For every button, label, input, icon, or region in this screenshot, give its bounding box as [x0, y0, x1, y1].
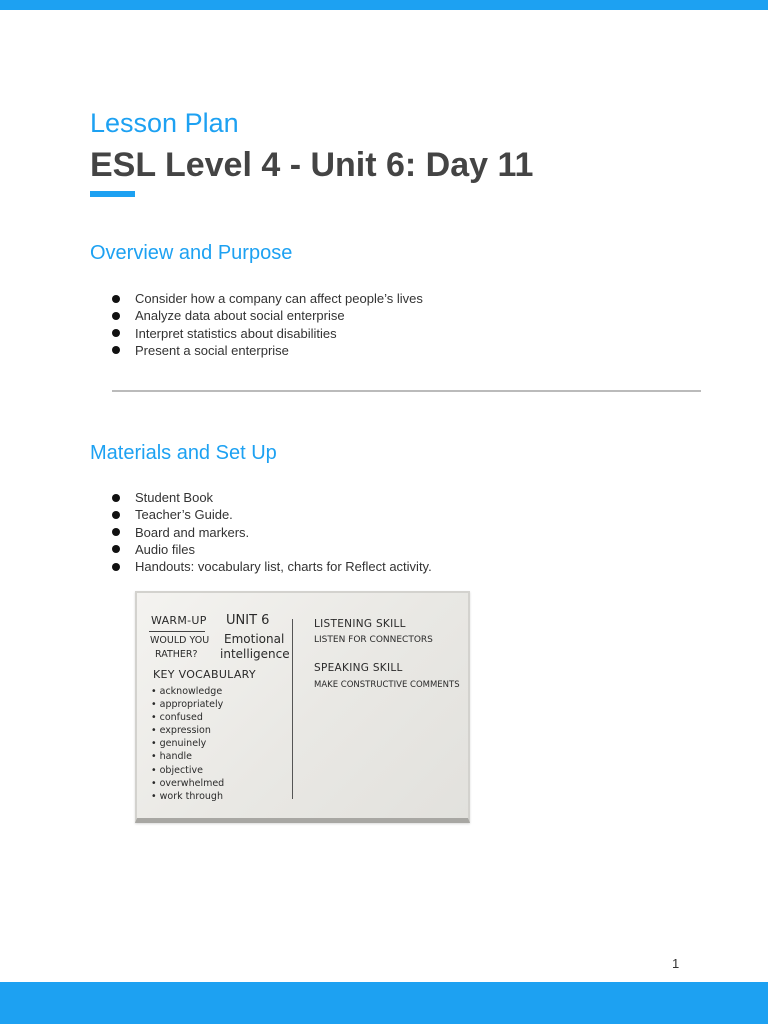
document-title: ESL Level 4 - Unit 6: Day 11 — [90, 146, 534, 184]
whiteboard-rather: RATHER? — [155, 649, 198, 660]
whiteboard-image — [135, 591, 470, 823]
bullet-icon — [112, 329, 120, 337]
bullet-icon — [112, 511, 120, 519]
bullet-icon — [112, 312, 120, 320]
whiteboard-speaking-text: MAKE CONSTRUCTIVE COMMENTS — [314, 680, 460, 690]
document-subtitle: Lesson Plan — [90, 108, 239, 138]
vocab-item: • handle — [151, 751, 193, 763]
top-accent-bar — [0, 0, 768, 10]
whiteboard-listening-text: LISTEN FOR CONNECTORS — [314, 635, 433, 645]
bullet-icon — [112, 545, 120, 553]
whiteboard-listening-skill: LISTENING SKILL — [314, 618, 406, 630]
whiteboard-topic-line2: intelligence — [220, 647, 290, 661]
bullet-icon — [112, 563, 120, 571]
whiteboard-topic-line1: Emotional — [224, 632, 285, 646]
whiteboard-warm-up: WARM-UP — [151, 614, 207, 627]
bullet-icon — [112, 528, 120, 536]
list-item: Handouts: vocabulary list, charts for Reflect activity. — [108, 558, 432, 575]
list-item: Audio files — [108, 541, 432, 558]
page-number: 1 — [672, 956, 680, 971]
list-item: Interpret statistics about disabilities — [108, 325, 423, 342]
vocab-item: • appropriately — [151, 699, 224, 711]
warm-up-underline — [149, 631, 205, 632]
overview-heading: Overview and Purpose — [90, 242, 293, 264]
whiteboard-key-vocabulary: KEY VOCABULARY — [153, 668, 256, 681]
vocab-item: • work through — [151, 790, 223, 802]
bullet-icon — [112, 494, 120, 502]
vocab-item: • objective — [151, 764, 204, 776]
whiteboard-divider-line — [292, 619, 293, 799]
vocab-item: • expression — [151, 725, 211, 737]
whiteboard-speaking-skill: SPEAKING SKILL — [314, 662, 403, 674]
vocab-item: • genuinely — [151, 738, 207, 750]
whiteboard-vocab-list — [151, 685, 224, 803]
whiteboard-would-you: WOULD YOU — [150, 635, 210, 646]
list-item: Board and markers. — [108, 524, 432, 541]
bullet-icon — [112, 346, 120, 354]
vocab-item: • overwhelmed — [151, 777, 225, 789]
list-item: Student Book — [108, 489, 432, 506]
section-divider — [112, 390, 701, 392]
bullet-icon — [112, 295, 120, 303]
list-item: Analyze data about social enterprise — [108, 307, 423, 324]
vocab-item: • acknowledge — [151, 686, 223, 697]
whiteboard-unit: UNIT 6 — [226, 613, 270, 628]
vocab-item: • confused — [151, 712, 203, 724]
overview-list — [108, 290, 423, 359]
title-accent-line — [90, 191, 135, 197]
bottom-accent-bar — [0, 982, 768, 1024]
materials-list — [108, 489, 432, 575]
list-item: Present a social enterprise — [108, 342, 423, 359]
list-item: Consider how a company can affect people’s lives — [108, 290, 423, 307]
materials-heading: Materials and Set Up — [90, 442, 277, 464]
list-item: Teacher’s Guide. — [108, 506, 432, 523]
